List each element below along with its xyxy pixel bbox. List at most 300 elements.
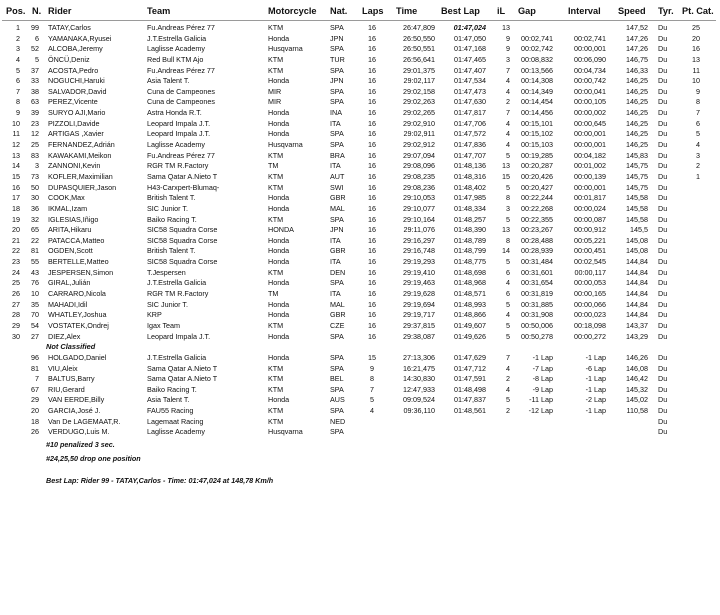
cell-num: 32	[31, 214, 39, 224]
cell-laps: 16	[368, 331, 376, 341]
cell-team: H43-Carxpert-Blumaq-	[147, 182, 220, 192]
cell-rider: ARITA,Hikaru	[48, 225, 92, 235]
cell-nat: SPA	[330, 140, 344, 150]
cell-speed: 144,84	[626, 278, 648, 288]
cell-team: British Talent T.	[147, 246, 196, 256]
cell-num: 99	[31, 23, 39, 32]
cell-rider: OGDEN,Scott	[48, 246, 93, 256]
cell-team: FAU55 Racing	[147, 406, 194, 416]
cell-best: 01:47,572	[454, 129, 486, 139]
cell-gap: 00:02,742	[521, 44, 553, 54]
cell-nat: AUS	[330, 395, 345, 405]
cell-num: 23	[31, 118, 39, 128]
cell-moto: KTM	[268, 54, 284, 64]
cell-gap: -1 Lap	[532, 352, 553, 362]
cell-team: Leopard Impala J.T.	[147, 118, 211, 128]
table-row	[0, 374, 720, 385]
cell-rider: VAN EERDE,Billy	[48, 395, 105, 405]
cell-interval: -1 Lap	[585, 352, 606, 362]
cell-nat: SPA	[330, 352, 344, 362]
cell-pts: 25	[692, 23, 700, 32]
cell-laps: 16	[368, 267, 376, 277]
cell-team: Leopard Impala J.T.	[147, 129, 211, 139]
cell-nat: BRA	[330, 150, 345, 160]
cell-pts: 13	[692, 54, 700, 64]
cell-num: 70	[31, 310, 39, 320]
table-row	[0, 395, 720, 406]
cell-il: 3	[506, 203, 510, 213]
cell-num: 81	[31, 363, 39, 373]
cell-interval: 00:04,734	[574, 65, 606, 75]
cell-nat: GBR	[330, 246, 346, 256]
cell-speed: 145,58	[626, 203, 648, 213]
cell-moto: TM	[268, 161, 279, 171]
cell-speed: 145,5	[630, 225, 648, 235]
cell-rider: ACOSTA,Pedro	[48, 65, 99, 75]
cell-rider: NOGUCHI,Haruki	[48, 76, 105, 86]
cell-best: 01:47,630	[454, 97, 486, 107]
cell-interval: -1 Lap	[585, 406, 606, 416]
cell-laps: 5	[370, 395, 374, 405]
cell-team: British Talent T.	[147, 193, 196, 203]
cell-nat: SPA	[330, 44, 344, 54]
cell-moto: Honda	[268, 278, 290, 288]
table-row	[0, 300, 720, 311]
cell-gap: -8 Lap	[532, 374, 553, 384]
cell-rider: VIU,Aleix	[48, 363, 78, 373]
table-row	[0, 385, 720, 396]
header-laps: Laps	[362, 6, 384, 16]
cell-best: 01:47,591	[454, 374, 486, 384]
cell-tyr: Du	[658, 299, 668, 309]
table-row	[0, 183, 720, 194]
table-row	[0, 225, 720, 236]
cell-gap: 00:15,102	[521, 129, 553, 139]
cell-speed: 147,52	[626, 23, 648, 32]
cell-speed: 146,33	[626, 65, 648, 75]
cell-interval: -1 Lap	[585, 374, 606, 384]
cell-pos: 10	[12, 118, 20, 128]
cell-pos: 6	[16, 76, 20, 86]
cell-interval: 00:00,041	[574, 86, 606, 96]
cell-tyr: Du	[658, 257, 668, 267]
cell-pos: 11	[12, 129, 20, 139]
cell-rider: PEREZ,Vicente	[48, 97, 98, 107]
cell-moto: KTM	[268, 384, 284, 394]
cell-il: 5	[506, 182, 510, 192]
header-speed: Speed	[618, 6, 646, 16]
cell-rider: KOFLER,Maximilian	[48, 171, 113, 181]
cell-time: 29:11,076	[403, 225, 435, 235]
cell-speed: 143,37	[626, 320, 648, 330]
table-header	[0, 6, 720, 18]
cell-gap: 00:20,287	[521, 161, 553, 171]
cell-time: 29:19,463	[403, 278, 435, 288]
cell-tyr: Du	[658, 352, 668, 362]
cell-pts: 7	[696, 108, 700, 118]
cell-moto: Honda	[268, 310, 290, 320]
cell-laps: 16	[368, 235, 376, 245]
cell-gap: 00:28,488	[521, 235, 553, 245]
cell-time: 29:01,375	[403, 65, 435, 75]
cell-il: 4	[506, 384, 510, 394]
cell-time: 29:10,077	[403, 203, 435, 213]
cell-il: 5	[506, 150, 510, 160]
cell-pts: 10	[692, 76, 700, 86]
cell-tyr: Du	[658, 416, 668, 426]
cell-num: 73	[31, 171, 39, 181]
cell-pts: 1	[696, 171, 700, 181]
cell-moto: Honda	[268, 235, 290, 245]
cell-nat: SPA	[330, 331, 344, 341]
cell-interval: 00:00,024	[574, 203, 606, 213]
cell-time: 29:07,094	[403, 150, 435, 160]
cell-rider: ALCOBA,Jeremy	[48, 44, 103, 54]
table-row	[0, 44, 720, 55]
cell-team: Sama Qatar A.Nieto T	[147, 374, 218, 384]
table-row	[0, 278, 720, 289]
cell-pts: 3	[696, 150, 700, 160]
table-row	[0, 289, 720, 300]
cell-num: 63	[31, 97, 39, 107]
cell-team: SIC58 Squadra Corse	[147, 225, 218, 235]
cell-interval: 00:00,912	[574, 225, 606, 235]
cell-interval: 00:02,741	[574, 33, 606, 43]
cell-time: 29:16,297	[403, 235, 435, 245]
cell-interval: 00:00,645	[574, 118, 606, 128]
cell-il: 2	[506, 97, 510, 107]
cell-pos: 5	[16, 65, 20, 75]
table-row	[0, 246, 720, 257]
cell-moto: KTM	[268, 320, 284, 330]
cell-il: 5	[506, 214, 510, 224]
cell-rider: PATACCA,Matteo	[48, 235, 105, 245]
cell-pos: 13	[12, 150, 20, 160]
cell-speed: 146,25	[626, 97, 648, 107]
cell-il: 3	[506, 54, 510, 64]
header-pos: Pos.	[6, 6, 26, 16]
cell-laps: 16	[368, 310, 376, 320]
cell-interval: 00:00,002	[574, 108, 606, 118]
cell-rider: ÖNCÜ,Deniz	[48, 54, 90, 64]
cell-moto: Honda	[268, 118, 290, 128]
cell-team: J.T.Estrella Galicia	[147, 278, 207, 288]
cell-gap: 00:28,939	[521, 246, 553, 256]
cell-gap: 00:31,908	[521, 310, 553, 320]
cell-speed: 146,26	[626, 352, 648, 362]
cell-num: 81	[31, 246, 39, 256]
cell-best: 01:48,402	[454, 182, 486, 192]
cell-gap: 00:50,278	[521, 331, 553, 341]
table-row	[0, 321, 720, 332]
cell-best: 01:47,024	[453, 23, 486, 32]
cell-interval: 00:05,221	[574, 235, 606, 245]
cell-num: 6	[35, 33, 39, 43]
cell-laps: 16	[368, 118, 376, 128]
header-rider: Rider	[48, 6, 72, 16]
table-row	[0, 332, 720, 343]
cell-moto: Honda	[268, 33, 290, 43]
cell-rider: JESPERSEN,Simon	[48, 267, 114, 277]
cell-interval: 00:00,001	[574, 129, 606, 139]
cell-time: 27:13,306	[403, 352, 435, 362]
cell-best: 01:47,817	[454, 108, 486, 118]
cell-nat: SPA	[330, 23, 344, 32]
cell-il: 13	[502, 161, 510, 171]
cell-time: 29:19,410	[403, 267, 435, 277]
cell-moto: Honda	[268, 193, 290, 203]
cell-best: 01:48,390	[454, 225, 486, 235]
cell-nat: GBR	[330, 310, 346, 320]
cell-num: 27	[31, 331, 39, 341]
header-num: N.	[32, 6, 42, 16]
cell-time: 29:02,911	[403, 129, 435, 139]
cell-team: Red Bull KTM Ajo	[147, 54, 204, 64]
header-best-lap: Best Lap	[441, 6, 480, 16]
cell-pos: 18	[12, 203, 20, 213]
cell-il: 4	[506, 118, 510, 128]
cell-interval: 00:04,182	[574, 150, 606, 160]
cell-speed: 147,26	[626, 44, 648, 54]
cell-best: 01:47,836	[454, 140, 486, 150]
cell-il: 4	[506, 278, 510, 288]
cell-num: 25	[31, 140, 39, 150]
cell-team: Asia Talent T.	[147, 76, 190, 86]
cell-num: 18	[31, 416, 39, 426]
cell-rider: CARRARO,Nicola	[48, 289, 106, 299]
cell-gap: 00:23,267	[521, 225, 553, 235]
cell-time: 12:47,933	[403, 384, 435, 394]
cell-time: 29:10,053	[403, 193, 435, 203]
table-row	[0, 119, 720, 130]
cell-laps: 16	[368, 320, 376, 330]
cell-interval: 00:00,023	[574, 310, 606, 320]
cell-best: 01:48,968	[454, 278, 486, 288]
cell-laps: 16	[368, 23, 376, 32]
cell-interval: 00:00,001	[574, 182, 606, 192]
cell-pos: 26	[12, 289, 20, 299]
cell-il: 2	[506, 406, 510, 416]
cell-rider: SURYO AJI,Mario	[48, 108, 106, 118]
cell-speed: 145,58	[626, 214, 648, 224]
cell-tyr: Du	[658, 44, 668, 54]
header-divider	[2, 20, 716, 21]
cell-speed: 146,25	[626, 86, 648, 96]
cell-gap: 00:08,832	[521, 54, 553, 64]
table-row	[0, 406, 720, 417]
cell-pos: 22	[12, 246, 20, 256]
cell-pos: 29	[12, 320, 20, 330]
cell-laps: 16	[368, 246, 376, 256]
cell-rider: GIRAL,Julián	[48, 278, 91, 288]
cell-pts: 20	[692, 33, 700, 43]
cell-num: 50	[31, 182, 39, 192]
table-row	[0, 268, 720, 279]
cell-tyr: Du	[658, 395, 668, 405]
cell-moto: KTM	[268, 214, 284, 224]
cell-laps: 8	[370, 374, 374, 384]
table-row	[0, 353, 720, 364]
cell-tyr: Du	[658, 76, 668, 86]
cell-team: RGR TM R.Factory	[147, 161, 209, 171]
cell-time: 29:19,717	[403, 310, 435, 320]
cell-interval: 00:00,742	[574, 76, 606, 86]
cell-rider: BERTELLE,Matteo	[48, 257, 109, 267]
cell-team: Laglisse Academy	[147, 140, 205, 150]
cell-tyr: Du	[658, 320, 668, 330]
cell-rider: IGLESIAS,Iñigo	[48, 214, 99, 224]
cell-num: 12	[31, 129, 39, 139]
cell-nat: ITA	[330, 235, 341, 245]
table-row	[0, 87, 720, 98]
table-row	[0, 427, 720, 438]
cell-nat: AUT	[330, 171, 345, 181]
cell-moto: Honda	[268, 203, 290, 213]
cell-pts: 11	[692, 65, 700, 75]
cell-gap: 00:22,268	[521, 203, 553, 213]
cell-interval: 00:02,545	[574, 257, 606, 267]
cell-best: 01:48,698	[454, 267, 486, 277]
cell-num: 52	[31, 44, 39, 54]
cell-tyr: Du	[658, 86, 668, 96]
cell-pos: 25	[12, 278, 20, 288]
cell-moto: Honda	[268, 299, 290, 309]
cell-best: 01:47,629	[454, 352, 486, 362]
cell-rider: TATAY,Carlos	[48, 23, 91, 32]
cell-il: 13	[502, 23, 510, 32]
cell-best: 01:48,571	[454, 289, 486, 299]
cell-num: 39	[31, 108, 39, 118]
cell-num: 67	[31, 384, 39, 394]
cell-gap: 00:19,285	[521, 150, 553, 160]
cell-gap: 00:14,454	[521, 97, 553, 107]
cell-il: 2	[506, 374, 510, 384]
cell-team: Laglisse Academy	[147, 44, 205, 54]
cell-nat: ITA	[330, 161, 341, 171]
cell-num: 33	[31, 76, 39, 86]
cell-pos: 3	[16, 44, 20, 54]
table-row	[0, 76, 720, 87]
cell-il: 6	[506, 289, 510, 299]
table-row	[0, 97, 720, 108]
cell-rider: HOLGADO,Daniel	[48, 352, 107, 362]
cell-best: 01:48,334	[454, 203, 486, 213]
cell-tyr: Du	[658, 129, 668, 139]
cell-speed: 146,25	[626, 129, 648, 139]
cell-time: 29:19,628	[403, 289, 435, 299]
cell-nat: JPN	[330, 33, 344, 43]
cell-il: 4	[506, 363, 510, 373]
cell-team: Fu.Andreas Pérez 77	[147, 23, 215, 32]
cell-il: 9	[506, 33, 510, 43]
cell-laps: 9	[370, 363, 374, 373]
cell-laps: 16	[368, 193, 376, 203]
cell-team: T.Jespersen	[147, 267, 186, 277]
best-lap-note: Best Lap: Rider 99 - TATAY,Carlos - Time: 01:47,024 at 148,78 Km/h	[46, 475, 274, 485]
cell-team: Baiko Racing T.	[147, 214, 197, 224]
cell-nat: SPA	[330, 363, 344, 373]
cell-il: 7	[506, 108, 510, 118]
cell-team: Lagemaat Racing	[147, 416, 204, 426]
cell-gap: 00:20,427	[521, 182, 553, 192]
cell-tyr: Du	[658, 406, 668, 416]
cell-num: 10	[31, 289, 39, 299]
cell-pos: 15	[12, 171, 20, 181]
cell-num: 43	[31, 267, 39, 277]
penalty-note: #24,25,50 drop one position	[46, 453, 141, 463]
cell-nat: ITA	[330, 118, 341, 128]
cell-time: 29:38,087	[403, 331, 435, 341]
cell-gap: 00:31,654	[521, 278, 553, 288]
cell-pts: 2	[696, 161, 700, 171]
cell-team: SIC58 Squadra Corse	[147, 235, 218, 245]
cell-best: 01:47,407	[454, 65, 486, 75]
not-classified-heading: Not Classified	[46, 342, 96, 352]
cell-pos: 28	[12, 310, 20, 320]
cell-il: 5	[506, 395, 510, 405]
cell-best: 01:48,993	[454, 299, 486, 309]
table-row	[0, 204, 720, 215]
cell-gap: 00:31,484	[521, 257, 553, 267]
cell-best: 01:48,136	[454, 161, 486, 171]
cell-rider: KAWAKAMI,Meikon	[48, 150, 112, 160]
cell-tyr: Du	[658, 289, 668, 299]
cell-moto: KTM	[268, 363, 284, 373]
cell-gap: 00:15,101	[521, 118, 553, 128]
cell-nat: TUR	[330, 54, 345, 64]
cell-best: 01:47,050	[454, 33, 486, 43]
cell-tyr: Du	[658, 182, 668, 192]
cell-time: 29:08,235	[403, 171, 435, 181]
cell-team: SIC Junior T.	[147, 299, 189, 309]
cell-num: 20	[31, 406, 39, 416]
cell-laps: 16	[368, 108, 376, 118]
cell-tyr: Du	[658, 171, 668, 181]
cell-team: Cuna de Campeones	[147, 86, 215, 96]
cell-speed: 146,25	[626, 118, 648, 128]
cell-nat: SPA	[330, 97, 344, 107]
table-row	[0, 193, 720, 204]
cell-best: 01:48,799	[454, 246, 486, 256]
cell-pos: 9	[16, 108, 20, 118]
penalty-note: #10 penalized 3 sec.	[46, 439, 115, 449]
cell-pos: 16	[12, 182, 20, 192]
cell-il: 8	[506, 193, 510, 203]
cell-pts: 6	[696, 118, 700, 128]
cell-gap: -12 Lap	[528, 406, 553, 416]
cell-pos: 1	[16, 23, 20, 32]
cell-il: 4	[506, 76, 510, 86]
cell-laps: 16	[368, 182, 376, 192]
cell-laps: 16	[368, 97, 376, 107]
cell-speed: 145,08	[626, 235, 648, 245]
cell-speed: 143,29	[626, 331, 648, 341]
cell-moto: HONDA	[268, 225, 294, 235]
cell-il: 4	[506, 140, 510, 150]
cell-tyr: Du	[658, 235, 668, 245]
cell-num: 30	[31, 193, 39, 203]
cell-tyr: Du	[658, 278, 668, 288]
cell-rider: VOSTATEK,Ondrej	[48, 320, 109, 330]
cell-time: 29:02,912	[403, 140, 435, 150]
cell-team: Laglisse Academy	[147, 427, 205, 437]
cell-moto: Husqvarna	[268, 140, 303, 150]
cell-num: 3	[35, 161, 39, 171]
cell-speed: 144,84	[626, 289, 648, 299]
cell-num: 96	[31, 352, 39, 362]
cell-pos: 17	[12, 193, 20, 203]
cell-pts: 8	[696, 97, 700, 107]
